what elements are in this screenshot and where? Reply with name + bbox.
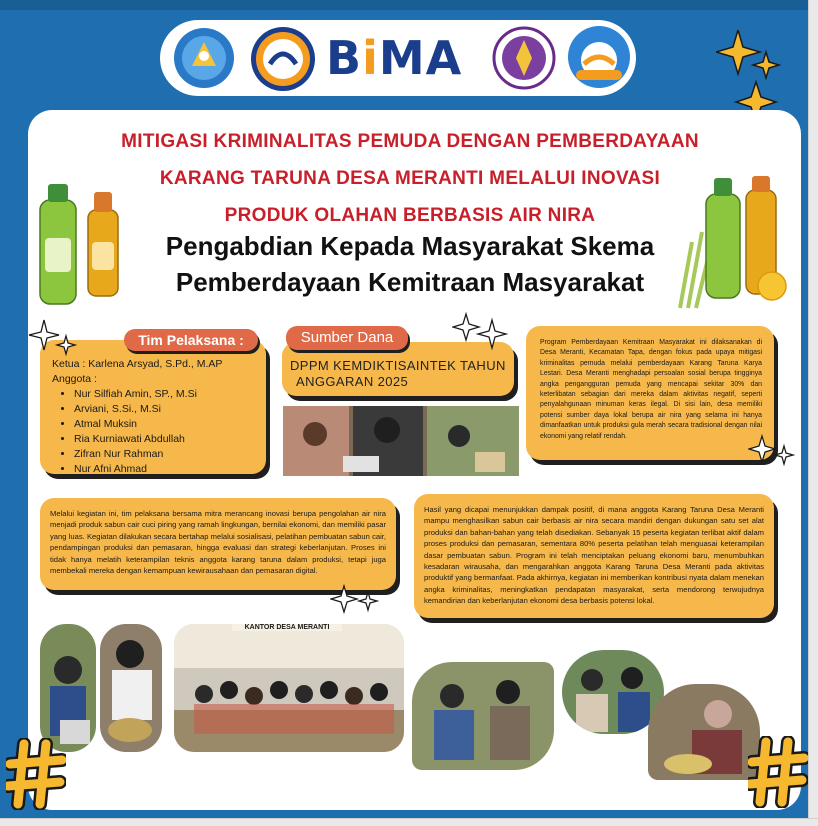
team-member: • Nur Silfiah Amin, SP., M.Si [74,387,222,402]
funding-line-1: DPPM KEMDIKTISAINTEK TAHUN [290,358,506,373]
poster-subtitle [110,228,710,300]
lemongrass-icon [672,172,792,312]
university-logo [492,26,556,90]
diktisaintek-logo [566,24,632,90]
team-leader: Ketua : Karlena Arsyad, S.Pd., M.AP [52,358,223,370]
title-line-1: MITIGASI KRIMINALITAS PEMUDA DENGAN PEMBERDAYAAN [121,131,699,152]
bima-emblem [248,24,318,94]
funding-label: Sumber Dana [286,326,408,350]
team-label: Tim Pelaksana : [124,329,258,351]
brand-logo-accent: i [362,31,379,85]
photo-sign-text: KANTOR DESA MERANTI [232,624,342,631]
funding-line-2: ANGGARAN 2025 [296,374,409,389]
activity-photo [40,624,96,752]
team-member: • Atmal Muksin [74,417,222,432]
team-list [52,357,222,477]
team-members-label: Anggota : [52,373,97,385]
title-line-2: KARANG TARUNA DESA MERANTI MELALUI INOVASI [159,168,661,189]
frame-top-stripe [0,0,808,10]
sparkle-star-icon [452,310,508,354]
bottle-icon [30,180,130,310]
activity-photo [100,624,162,752]
activity-photo [648,684,760,780]
subtitle-line-2: Pemberdayaan Kemitraan Masyarakat [175,267,645,297]
poster-title [70,124,750,235]
ministry-logo [172,26,236,90]
brand-logo-text: BiMA [326,31,463,85]
team-member: • Ria Kurniawati Abdullah [74,432,222,447]
hashtag-icon [6,738,66,810]
result-paragraph: Hasil yang dicapai menunjukkan dampak positif, di mana anggota Karang Taruna Desa Meranti mampu menghasilkan sabun cair berbasis air nira secara mandiri dengan dukungan satu set alat produksi dan bahan-bahan yang telah disediakan. Sebanyak 15 peserta kegiatan terlibat aktif dalam proses produksi dan pemasaran, sementara 80% peserta pelatihan telah menguasai keterampilan dasar pembuatan sabun. Program ini telah menciptakan peluang ekonomi baru, menumbuhkan kesadaran wirausaha, dan mengarahkan anggota Karang Taruna Desa Meranti pada aktivitas produktif yang bermanfaat. Pada akhirnya, kegiatan ini memberikan kontribusi nyata dalam menekan angka kriminalitas, meningkatkan pendapatan masyarakat, serta mendorong terwujudnya kemandirian dan keberlanjutan ekonomi desa berbasis potensi lokal. [424,505,764,606]
intro-paragraph: Program Pemberdayaan Kemitraan Masyarakat ini dilaksanakan di Desa Meranti, Kecamatan Tapa, dengan fokus pada upaya mitigasi kriminalitas pemuda melalui pemberdayaan Karang Taruna Karya Lestari. Desa Meranti menghadapi persoalan sosial berupa tingginya angka pengangguran pemuda yang mencapai sekitar 30% dan keterlibatan sebagian dari mereka dalam aktivitas negatif, seperti penyalahgunaan minuman keras ilegal. Di sisi lain, desa memiliki potensi sumber daya lokal berupa air nira yang selama ini hanya dimanfaatkan untuk produksi gula merah secara tradisional dengan nilai ekonomi yang relatif rendah. [540,339,762,440]
sparkle-star-icon [716,30,786,122]
activity-photo [412,662,554,770]
hashtag-icon [748,736,808,808]
training-photo-strip [283,406,519,476]
team-member: • Nur Afni Ahmad [74,462,222,477]
sparkle-star-icon [748,432,798,472]
funding-text [290,358,520,390]
sparkle-star-icon [330,584,382,620]
team-member: • Arviani, S.Si., M.Si [74,402,222,417]
group-photo [174,624,404,752]
activity-paragraph: Melalui kegiatan ini, tim pelaksana bersama mitra merancang inovasi berupa pengolahan air nira menjadi produk sabun cair cuci piring yang ramah lingkungan, bernilai ekonomi, dan memiliki pasar yang luas. Kegiatan dilakukan secara bertahap melalui sosialisasi, pelatihan pembuatan sabun cair, pendampingan produksi dan pemasaran, hingga evaluasi dan strategi keberlanjutan. Proses ini tidak hanya melatih keterampilan teknis anggota karang taruna dalam produksi, tetapi juga membekali mereka dengan kemampuan kewirausahaan dan pemasaran digital. [50,509,386,576]
title-line-3: PRODUK OLAHAN BERBASIS AIR NIRA [224,205,596,226]
page-edge-right [808,0,818,826]
sparkle-star-icon [28,318,80,358]
subtitle-line-1: Pengabdian Kepada Masyarakat Skema [165,231,655,261]
page-edge-bottom [0,818,818,826]
team-member: • Zifran Nur Rahman [74,447,222,462]
